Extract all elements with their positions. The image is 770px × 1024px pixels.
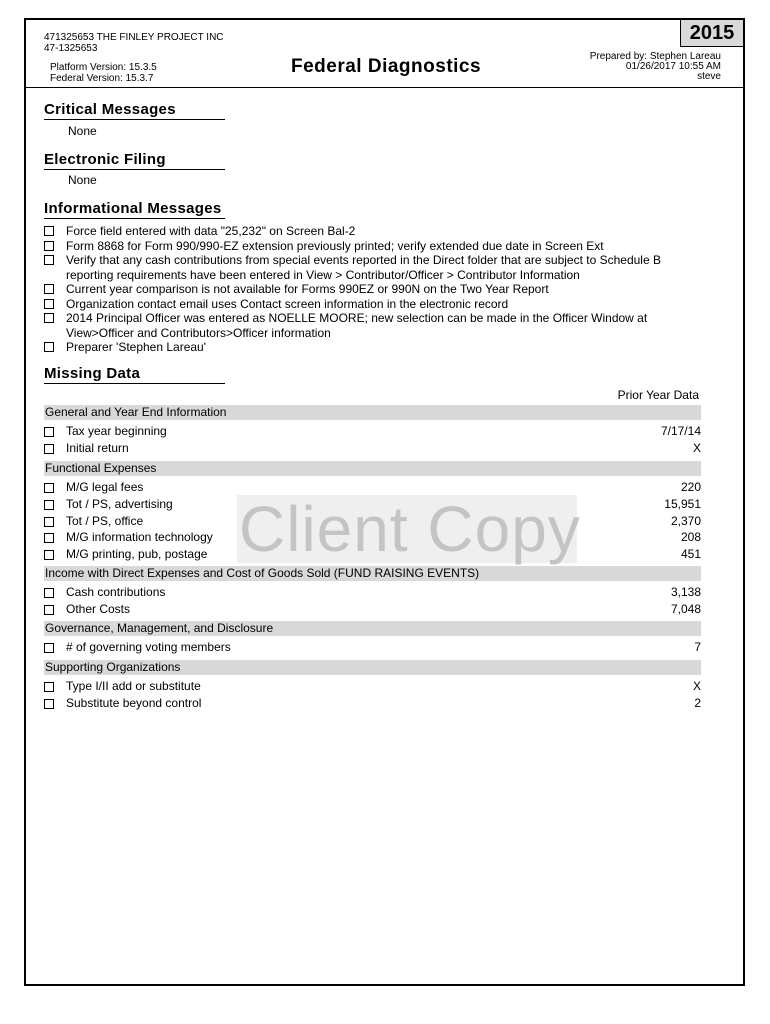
row-checkbox[interactable] xyxy=(44,533,54,543)
electronic-filing-heading: Electronic Filing xyxy=(44,151,225,170)
table-row: Tax year beginning 7/17/14 xyxy=(44,423,701,439)
diagnostics-page xyxy=(24,18,745,986)
message-checkbox[interactable] xyxy=(44,241,54,251)
group-header-functional-expenses: Functional Expenses xyxy=(44,461,701,476)
org-ein: 47-1325653 xyxy=(44,43,98,54)
table-row: M/G printing, pub, postage 451 xyxy=(44,546,701,562)
message-checkbox[interactable] xyxy=(44,313,54,323)
message-checkbox[interactable] xyxy=(44,255,54,265)
row-checkbox[interactable] xyxy=(44,517,54,527)
list-item: 2014 Principal Officer was entered as NOELLE MOORE; new selection can be made in the Officer Window at View>Officer and Contributors>Officer information xyxy=(44,311,724,340)
row-checkbox[interactable] xyxy=(44,483,54,493)
row-checkbox[interactable] xyxy=(44,550,54,560)
row-checkbox[interactable] xyxy=(44,605,54,615)
row-checkbox[interactable] xyxy=(44,588,54,598)
group-header-general: General and Year End Information xyxy=(44,405,701,420)
group-header-supporting-organizations: Supporting Organizations xyxy=(44,660,701,675)
electronic-filing-value: None xyxy=(68,173,97,187)
report-header xyxy=(26,20,743,88)
org-info xyxy=(44,32,224,84)
table-row: Type I/II add or substitute X xyxy=(44,678,701,694)
table-row: Initial return X xyxy=(44,440,701,456)
table-row: Substitute beyond control 2 xyxy=(44,695,701,711)
client-copy-watermark: Client Copy xyxy=(239,493,581,565)
tax-year-badge: 2015 xyxy=(680,20,743,47)
platform-version: Platform Version: 15.3.5 xyxy=(50,62,157,73)
critical-messages-value: None xyxy=(68,124,97,138)
row-checkbox[interactable] xyxy=(44,643,54,653)
table-row: M/G legal fees 220 xyxy=(44,479,701,495)
missing-data-heading: Missing Data xyxy=(44,365,225,384)
informational-messages-list xyxy=(44,224,724,355)
org-name: 471325653 THE FINLEY PROJECT INC xyxy=(44,32,224,43)
row-checkbox[interactable] xyxy=(44,682,54,692)
list-item: Form 8868 for Form 990/990-EZ extension previously printed; verify extended due date in Screen Ext xyxy=(44,239,724,254)
table-row: Other Costs 7,048 xyxy=(44,601,701,617)
federal-version: Federal Version: 15.3.7 xyxy=(50,73,154,84)
prepared-by: Prepared by: Stephen Lareau xyxy=(589,51,721,62)
group-header-governance: Governance, Management, and Disclosure xyxy=(44,621,701,636)
list-item: Preparer 'Stephen Lareau' xyxy=(44,340,724,355)
row-checkbox[interactable] xyxy=(44,500,54,510)
prior-year-column-header: Prior Year Data xyxy=(617,388,699,402)
row-checkbox[interactable] xyxy=(44,699,54,709)
page-title: Federal Diagnostics xyxy=(291,56,482,77)
row-checkbox[interactable] xyxy=(44,444,54,454)
message-checkbox[interactable] xyxy=(44,226,54,236)
message-checkbox[interactable] xyxy=(44,299,54,309)
critical-messages-heading: Critical Messages xyxy=(44,101,225,120)
table-row: Tot / PS, office 2,370 xyxy=(44,513,701,529)
group-header-income-direct-expenses: Income with Direct Expenses and Cost of Goods Sold (FUND RAISING EVENTS) xyxy=(44,566,701,581)
message-checkbox[interactable] xyxy=(44,342,54,352)
preparer-info xyxy=(590,52,721,82)
prepared-datetime: 01/26/2017 10:55 AM xyxy=(625,61,721,72)
list-item: Organization contact email uses Contact screen information in the electronic record xyxy=(44,297,724,312)
table-row: Cash contributions 3,138 xyxy=(44,584,701,600)
list-item: Verify that any cash contributions from special events reported in the Direct folder that are subject to Schedule B reporting requirements have been entered in View > Contributor/Officer > Contributor Information xyxy=(44,253,724,282)
list-item: Force field entered with data "25,232" on Screen Bal-2 xyxy=(44,224,724,239)
message-checkbox[interactable] xyxy=(44,284,54,294)
table-row: Tot / PS, advertising 15,951 xyxy=(44,496,701,512)
table-row: # of governing voting members 7 xyxy=(44,639,701,655)
list-item: Current year comparison is not available for Forms 990EZ or 990N on the Two Year Report xyxy=(44,282,724,297)
prepared-user: steve xyxy=(697,71,721,82)
informational-messages-heading: Informational Messages xyxy=(44,200,225,219)
table-row: M/G information technology 208 xyxy=(44,529,701,545)
row-checkbox[interactable] xyxy=(44,427,54,437)
